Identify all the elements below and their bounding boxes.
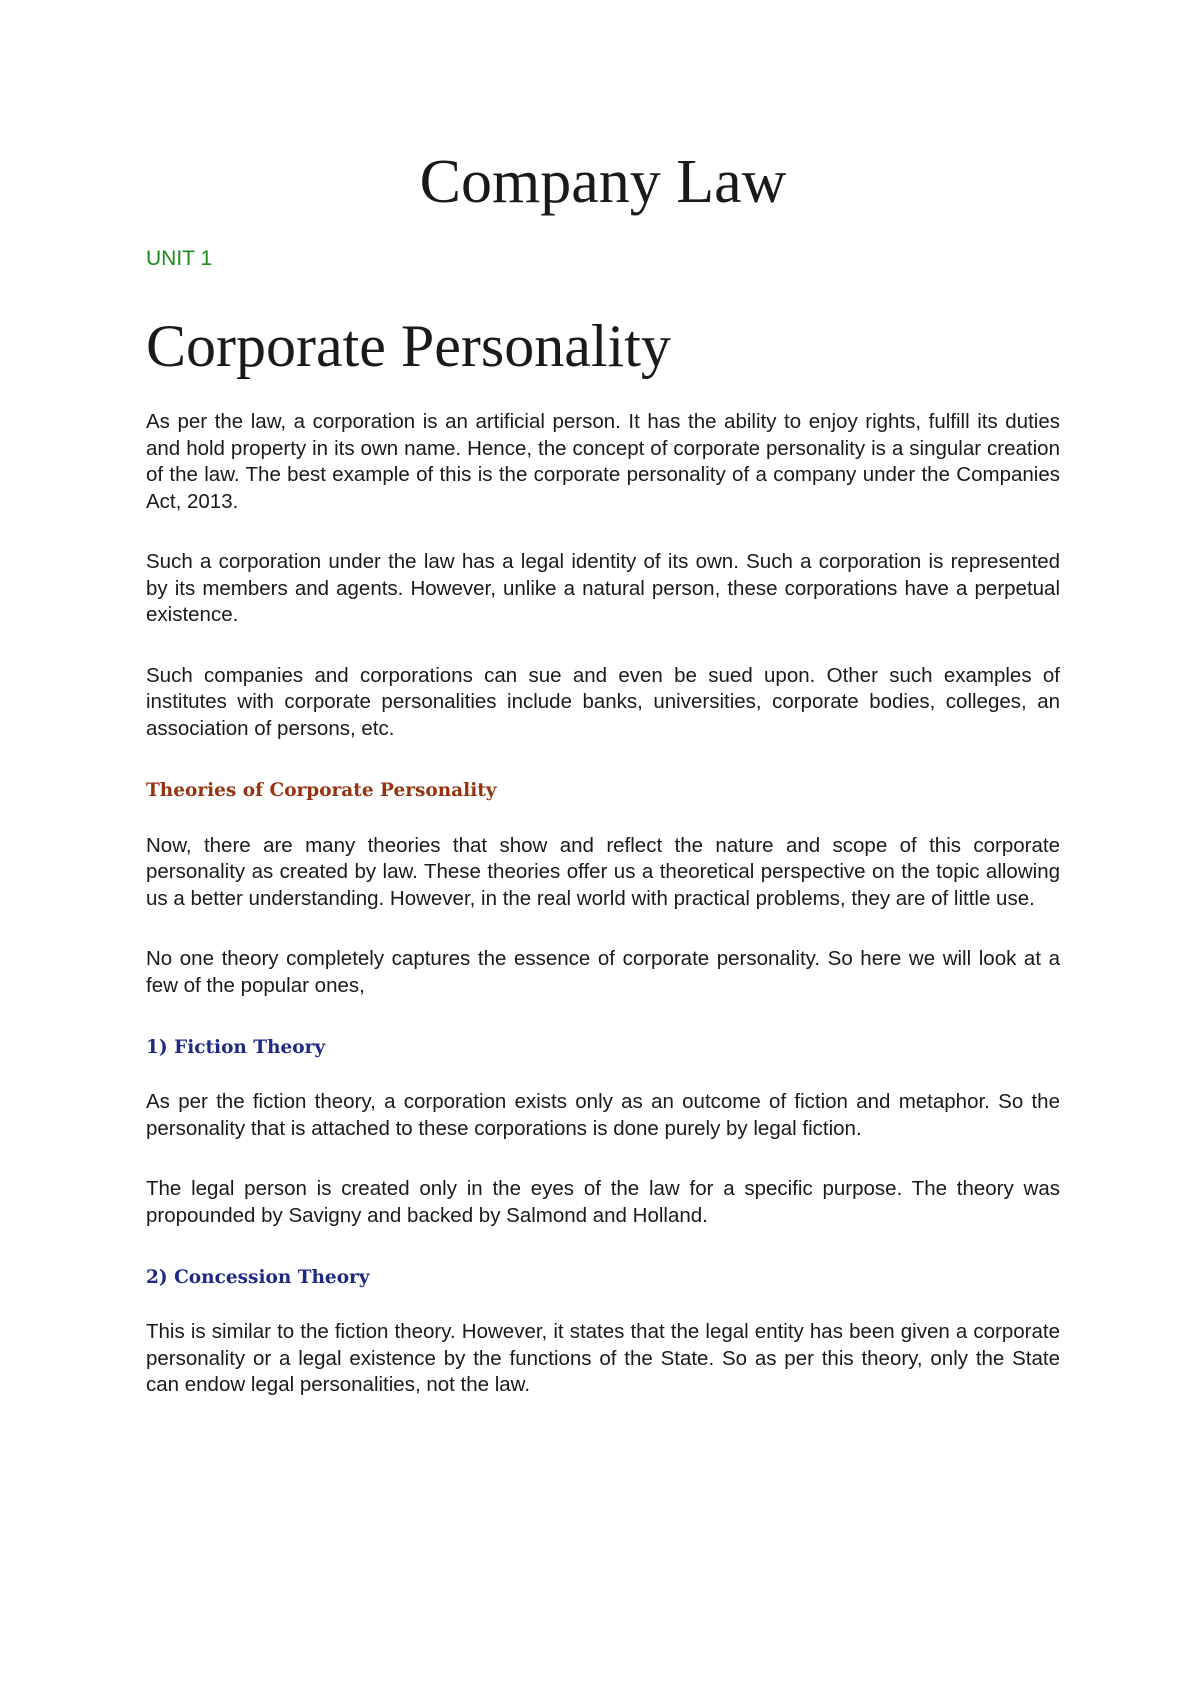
fiction-paragraph-2: The legal person is created only in the eyes of the law for a specific purpose. The theory was propounded by Savigny and backed by Salmond and Holland. (146, 1177, 1060, 1227)
concession-paragraph-1: This is similar to the fiction theory. However, it states that the legal entity has been given a corporate personality or a legal existence by the functions of the State. So as per this theory, only the State can endow legal personalities, not the law. (146, 1320, 1060, 1397)
intro-paragraph-3: Such companies and corporations can sue and even be sued upon. Other such examples of institutes with corporate personalities include banks, universities, corporate bodies, colleges, an association of persons, etc. (146, 663, 1060, 740)
intro-paragraph-1: As per the law, a corporation is an artificial person. It has the ability to enjoy rights, fulfill its duties and hold property in its own name. Hence, the concept of corporate personality is a singular creation of the law. The best example of this is the corporate personality of a company under the Companies Act, 2013. (146, 410, 1060, 513)
section-title: Corporate Personality (146, 313, 671, 380)
document-title: Company Law (419, 148, 787, 216)
theories-paragraph-1: Now, there are many theories that show and reflect the nature and scope of this corporate personality as created by law. These theories offer us a theoretical perspective on the topic allowing us a better understanding. However, in the real world with practical problems, they are of little use. (146, 833, 1060, 910)
document-content (146, 148, 1060, 1399)
theories-paragraph-2: No one theory completely captures the essence of corporate personality. So here we will look at a few of the popular ones, (146, 947, 1060, 997)
unit-label: UNIT 1 (146, 247, 213, 271)
fiction-paragraph-1: As per the fiction theory, a corporation exists only as an outcome of fiction and metaphor. So the personality that is attached to these corporations is done purely by legal fiction. (146, 1090, 1060, 1140)
theories-heading: Theories of Corporate Personality (146, 780, 497, 802)
concession-theory-heading: 2) Concession Theory (146, 1267, 370, 1289)
fiction-theory-heading: 1) Fiction Theory (146, 1037, 326, 1059)
intro-paragraph-2: Such a corporation under the law has a legal identity of its own. Such a corporation is represented by its members and agents. However, unlike a natural person, these corporations have a perpetual existence. (146, 550, 1060, 627)
